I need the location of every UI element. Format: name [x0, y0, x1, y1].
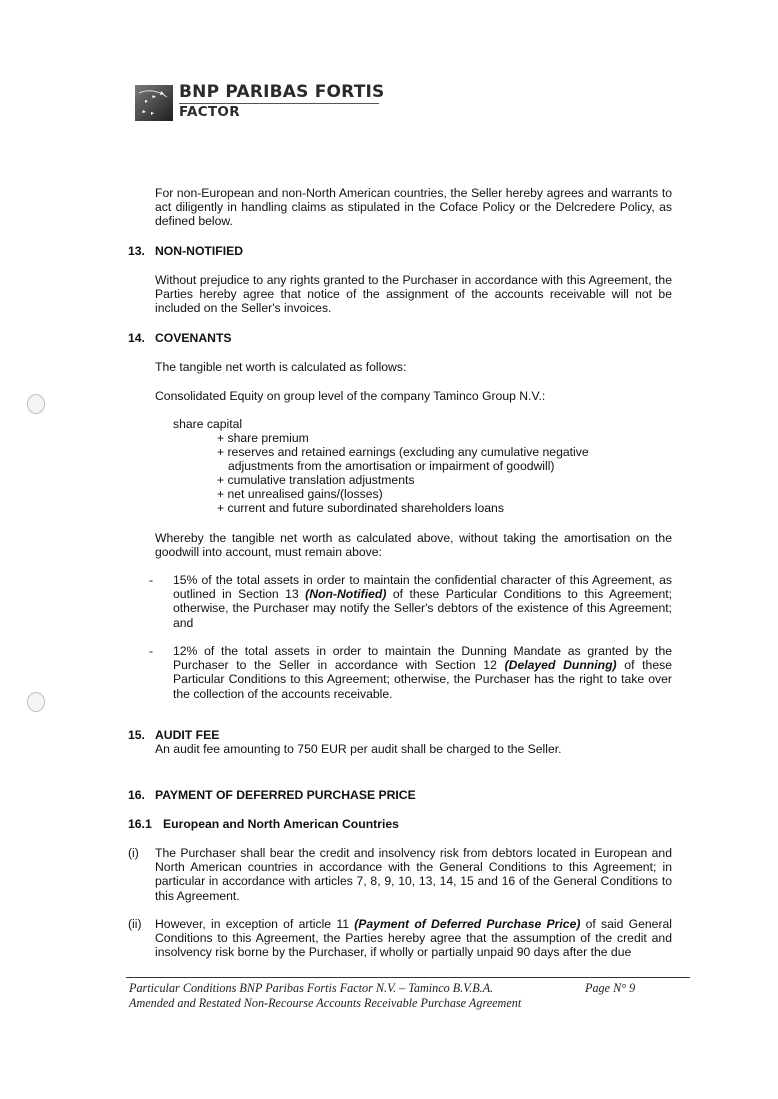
page-number: Page N° 9 [585, 981, 636, 995]
covenants-intro: The tangible net worth is calculated as follows: [155, 360, 407, 374]
formula-item: + current and future subordinated shareholders loans [217, 501, 504, 515]
audit-fee-paragraph: An audit fee amounting to 750 EUR per audit shall be charged to the Seller. [155, 742, 562, 756]
section-title: PAYMENT OF DEFERRED PURCHASE PRICE [155, 788, 416, 802]
covenant-bullet: 15% of the total assets in order to maintain the confidential character of this Agreement, as outlined in Section 13 (Non-Notified) of these Particular Conditions to this Agreement; otherwise, the Purchaser may notify the Seller's debtors of the existence of this Agreement; and [173, 573, 673, 630]
section-title: COVENANTS [155, 331, 232, 345]
section-number: 13. [128, 244, 145, 258]
section-15-heading [128, 728, 219, 742]
bullet-dash: - [149, 644, 154, 658]
intro-paragraph: For non-European and non-North American countries, the Seller hereby agrees and warrants to act diligently in handling claims as stipulated in the Coface Policy or the Delcredere Policy, as defined below. [155, 186, 672, 229]
item-paragraph: However, in exception of article 11 (Payment of Deferred Purchase Price) of said General Conditions to this Agreement, the Parties hereby agree that the assumption of the credit and insolvency risk borne by the Purchaser, if wholly or partially unpaid 90 days after the due [155, 917, 672, 960]
covenant-bullet: 12% of the total assets in order to maintain the Dunning Mandate as granted by the Purchaser to the Seller in accordance with Section 12 (Delayed Dunning) of these Particular Conditions to this Agreement; otherwise, the Purchaser has the right to take over the collection of the accounts receivable. [173, 644, 672, 701]
section-title: AUDIT FEE [155, 728, 220, 742]
subsection-number: 16.1 [128, 817, 152, 831]
section-number: 15. [128, 728, 145, 742]
formula-item: + cumulative translation adjustments [217, 473, 415, 487]
section-13-paragraph: Without prejudice to any rights granted to the Purchaser in accordance with this Agreement, the Parties hereby agree that notice of the assignment of the accounts receivable will not be included on the Seller's invoices. [155, 273, 672, 316]
section-reference: (Delayed Dunning) [504, 658, 617, 673]
punch-hole [27, 394, 45, 414]
company-logo [135, 83, 385, 123]
formula-item: + reserves and retained earnings (excluding any cumulative negative [217, 445, 589, 459]
section-title: NON-NOTIFIED [155, 244, 244, 258]
section-14-heading [128, 331, 232, 345]
section-13-heading [128, 244, 243, 258]
formula-base: share capital [173, 417, 243, 431]
footer-agreement-name: Amended and Restated Non-Recourse Accounts Receivable Purchase Agreement [129, 996, 522, 1010]
item-paragraph: The Purchaser shall bear the credit and insolvency risk from debtors located in European and North American countries in accordance with the General Conditions to this Agreement; in particular in accordance with articles 7, 8, 9, 10, 13, 14, 15 and 16 of the General Conditions to this Agreement. [155, 846, 672, 903]
section-reference: (Non-Notified) [305, 587, 387, 602]
consolidated-equity-line: Consolidated Equity on group level of the company Taminco Group N.V.: [155, 389, 546, 403]
formula-item: + share premium [217, 431, 309, 445]
logo-brand-name: BNP PARIBAS FORTIS [179, 82, 385, 102]
formula-item-continuation: adjustments from the amortisation or impairment of goodwill) [228, 459, 555, 473]
footer-document-title: Particular Conditions BNP Paribas Fortis Factor N.V. – Taminco B.V.B.A. [129, 981, 494, 995]
section-16-heading [128, 788, 416, 802]
footer-divider [126, 977, 690, 978]
article-reference: (Payment of Deferred Purchase Price) [354, 917, 581, 931]
subsection-16-1-heading [128, 817, 399, 831]
section-number: 16. [128, 788, 145, 802]
subsection-title: European and North American Countries [163, 817, 399, 831]
item-label: (i) [128, 846, 139, 860]
item-label: (ii) [128, 917, 142, 931]
logo-brand-subtitle: FACTOR [179, 104, 240, 120]
section-number: 14. [128, 331, 145, 345]
bnp-stars-logo-icon [135, 85, 173, 121]
tangible-net-worth-paragraph: Whereby the tangible net worth as calculated above, without taking the amortisation on the goodwill into account, must remain above: [155, 531, 672, 560]
punch-hole [27, 692, 45, 712]
bullet-dash: - [149, 573, 154, 587]
formula-item: + net unrealised gains/(losses) [217, 487, 383, 501]
